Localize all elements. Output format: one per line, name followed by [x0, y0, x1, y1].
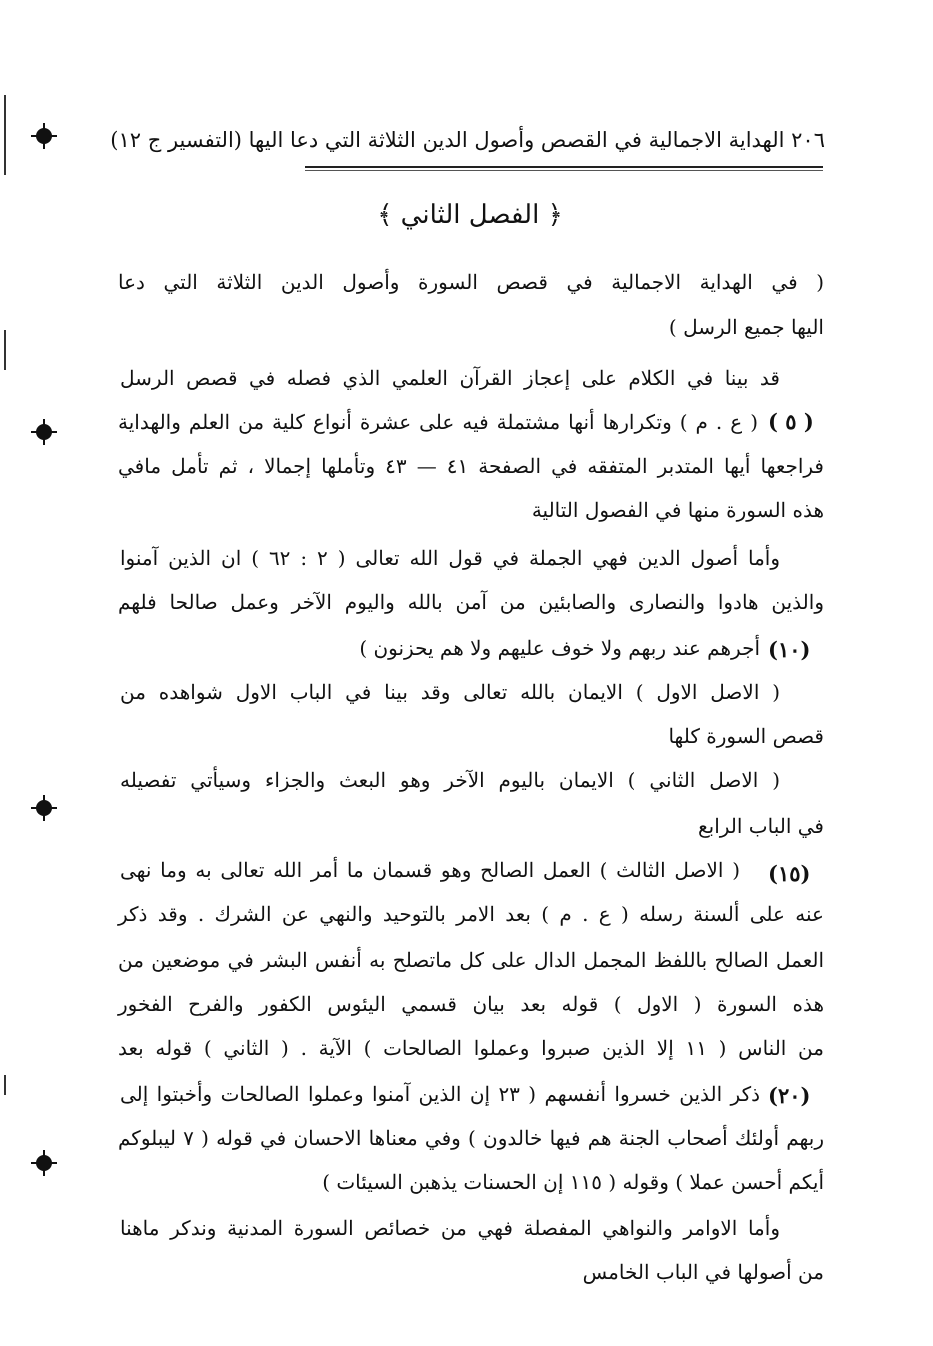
text-line: ( الاصل الثاني ) الايمان باليوم الآخر وهو البعث والجزاء وسيأتي تفصيله [120, 768, 780, 792]
binding-hole-icon [36, 1155, 52, 1171]
text-line: أجرهم عند ربهم ولا خوف عليهم ولا هم يحزنون ) [359, 636, 760, 660]
line-number: (١٠) [768, 637, 811, 662]
text-line: ( الاصل الاول ) الايمان بالله تعالى وقد بينا في الباب الاول شواهده من [120, 680, 780, 704]
text-line: العمل الصالح باللفظ المجمل الدال على كل ماتصلح به أنفس البشر في موضعين من [118, 948, 824, 972]
line-number: ( ٥ ) [768, 409, 814, 434]
text-line: قد بينا في الكلام على إعجاز القرآن العلمي الذي فصله في قصص الرسل [120, 366, 780, 390]
line-number: (١٥) [768, 861, 811, 886]
text-line: وأما الاوامر والنواهي المفصلة فهي من خصائص السورة المدنية وندكر ماهنا [120, 1216, 780, 1240]
text-line: ( ع . م ) وتكرارها أنها مشتملة فيه على عشرة أنواع كلية من العلم والهداية [118, 410, 758, 434]
running-header: ٢٠٦ الهداية الاجمالية في القصص وأصول الدين الثلاثة التي دعا اليها (التفسير ج ١٢) [110, 128, 825, 152]
text-line: هذه السورة ( الاول ) قوله بعد بيان قسمي اليئوس الكفور والفرح الفخور [118, 992, 824, 1016]
text-line: من الناس ( ١١ إلا الذين صبروا وعملوا الصالحات ) الآية . ( الثاني ) قوله بعد [118, 1036, 824, 1060]
binding-hole-icon [36, 800, 52, 816]
section-title: ﴿ الفصل الثاني ﴾ [377, 200, 563, 230]
binding-hole-icon [36, 424, 52, 440]
text-line: ذكر الذين خسروا أنفسهم ( ٢٣ إن الذين آمنوا وعملوا الصالحات وأخبتوا إلى [120, 1082, 760, 1106]
text-line: هذه السورة منها في الفصول التالية [531, 498, 824, 522]
text-line: اليها جميع الرسل ) [668, 315, 824, 339]
text-line: وأما أصول الدين فهي الجملة في قول الله تعالى ( ٢ : ٦٢ ) ان الذين آمنوا [120, 546, 780, 570]
header-rule [305, 166, 823, 168]
left-margin-rule [4, 330, 6, 370]
text-line: والذين هادوا والنصارى والصابئين من آمن بالله واليوم الآخر وعمل صالحا فلهم [118, 590, 824, 614]
text-line: من أصولها في الباب الخامس [582, 1260, 824, 1284]
line-number: (٢٠) [768, 1083, 811, 1108]
text-line: فراجعها أيها المتدبر المتفقه في الصفحة ٤١ — ٤٣ وتأملها إجمالا ، ثم تأمل مافي [118, 454, 824, 478]
header-rule [305, 170, 823, 171]
text-line: ( في الهداية الاجمالية في قصص السورة وأصول الدين الثلاثة التي دعا [118, 270, 824, 294]
text-line: عنه على ألسنة رسله ( ع . م ) بعد الامر بالتوحيد والنهي عن الشرك . وقد ذكر [118, 902, 824, 926]
text-line: ربهم أولئك أصحاب الجنة هم فيها خالدون ) وفي معناها الاحسان في قوله ( ٧ ليبلوكم [118, 1126, 824, 1150]
left-margin-rule [4, 95, 6, 175]
text-line: ( الاصل الثالث ) العمل الصالح وهو قسمان ما أمر الله تعالى به وما نهى [120, 858, 740, 882]
text-line: قصص السورة كلها [668, 724, 824, 748]
binding-hole-icon [36, 128, 52, 144]
text-line: أيكم أحسن عملا ) وقوله ( ١١٥ إن الحسنات يذهبن السيئات ) [322, 1170, 824, 1194]
left-margin-rule [4, 1075, 6, 1095]
text-line: في الباب الرابع [697, 814, 824, 838]
